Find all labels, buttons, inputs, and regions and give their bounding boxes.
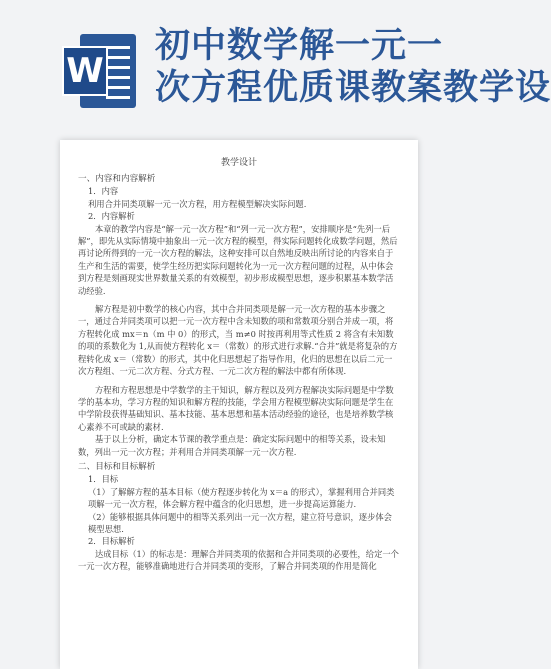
section-heading: 二、目标和目标解析 xyxy=(78,461,156,472)
paragraph: 方程和方程思想是中学数学的主干知识，解方程以及列方程解决实际问题是中学数学的基本功，学习方程的知识和解方程的技能，学会用方程模型解决实际问题是学生在中学阶段获得基础知识、基本技能、基本思想和基本活动经验的途径，也是培养数学核心素养不可或缺的素材. xyxy=(78,384,394,432)
paragraph: 达成目标（1）的标志是：理解合并同类项的依据和合并同类项的必要性，给定一个一元一次方程，能够准确地进行合并同类项的变形，了解合并同类项的作用是简化 xyxy=(78,548,399,572)
word-document-icon xyxy=(62,34,138,108)
paragraph: （1）了解解方程的基本目标（使方程逐步转化为 x＝a 的形式），掌握利用合并同类项解一元一次方程，体会解方程中蕴含的化归思想，进一步提高运算能力. xyxy=(88,486,395,510)
banner-title-line-2: 次方程优质课教案教学设 xyxy=(155,68,551,108)
subsection-heading: 2．目标解析 xyxy=(88,536,135,547)
subsection-heading: 1．内容 xyxy=(88,186,119,197)
subsection-heading: 1．目标 xyxy=(88,474,119,485)
paragraph: 基于以上分析，确定本节课的教学重点是：确定实际问题中的相等关系，设未知数，列出一元一次方程；并利用合并同类项解一元一次方程. xyxy=(78,434,386,457)
paragraph: 利用合并同类项解一元一次方程，用方程模型解决实际问题. xyxy=(88,198,307,209)
document-banner xyxy=(0,0,551,130)
document-page xyxy=(60,140,418,669)
document-body xyxy=(78,156,400,573)
document-title: 教学设计 xyxy=(220,158,257,168)
section-heading: 一、内容和内容解析 xyxy=(78,174,156,184)
paragraph: （2）能够根据具体问题中的相等关系列出一元一次方程，建立符号意识，逐步体会模型思想. xyxy=(88,511,392,534)
paragraph: 本章的教学内容是“解一元一次方程”和“列一元一次方程”，安排顺序是“先列一后解”，即先从实际情境中抽象出一元一次方程的模型，得实际问题转化成数学问题，然后再讨论所得到的一元一次方程的解法，这种安排可以自然地反映出所讨论的内容来自于生产和生活的需要，使学生经历把实际问题转化为一元一次方程问题的过程，从中体会到方程是刻画现实世界数量关系的有效模型，初步形成模型思想，逐步积累基本数学活动经验. xyxy=(78,223,398,296)
subsection-heading: 2．内容解析 xyxy=(88,211,135,222)
paragraph: 解方程是初中数学的核心内容，其中合并同类项是解一元一次方程的基本步骤之一，通过合并同类项可以把一元一次方程中含未知数的项和常数项分别合并成一项，将方程转化成 mx＝n（m 中 0）的形式，当 m≠0 时按再利用等式性质 2 将含有未知数的项的系数化为 1,从而使方程转化 x＝（常数）的形式进行求解.“合并”就是将复杂的方程转化成 x＝（常数）的形式，其中化归思想起了指导作用，化归的思想在以后二元一次方程组、一元二次方程、分式方程、一元二次方程的解法中都有所体现. xyxy=(78,304,398,377)
word-icon-letter: W xyxy=(62,46,108,96)
banner-title-line-1: 初中数学解一元一 xyxy=(155,26,444,66)
